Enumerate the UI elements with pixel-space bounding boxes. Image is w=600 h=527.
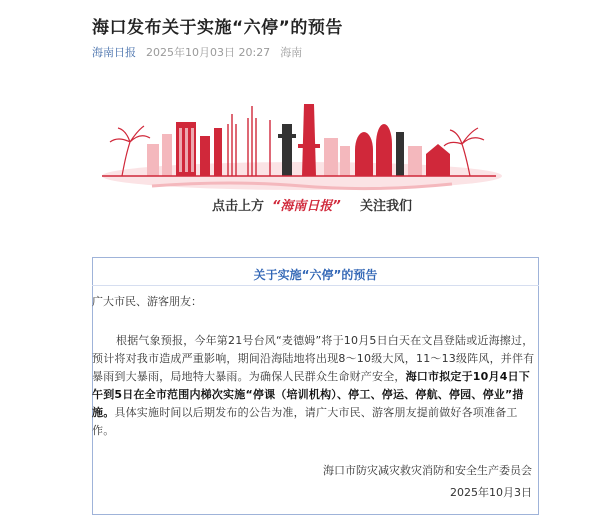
follow-slogan [212, 198, 412, 214]
notice-heading: 关于实施“六停”的预告 [253, 268, 378, 282]
notice-body-part2: 具体实施时间以后期发布的公告为准，请广大市民、游客朋友提前做好各项准备工作。 [92, 406, 518, 437]
notice-signer: 海口市防灾减灾救灾消防和安全生产委员会 [323, 464, 532, 477]
notice-date: 2025年10月3日 [450, 486, 532, 499]
article-datetime: 2025年10月03日 20:27 [146, 46, 271, 59]
slogan-brand: “海南日报” [272, 199, 341, 214]
slogan-suffix: 关注我们 [360, 199, 413, 214]
slogan-prefix: 点击上方 [212, 199, 265, 214]
article-title: 海口发布关于实施“六停”的预告 [92, 18, 343, 38]
article-source-link[interactable]: 海南日报 [92, 46, 136, 59]
notice-divider [92, 285, 539, 286]
notice-greeting: 广大市民、游客朋友： [92, 295, 202, 308]
city-skyline-illustration [92, 84, 506, 234]
notice-body-bold: 海口市拟定于10月4日下午到5日在全市范围内梯次实施“停课（培训机构）、停工、停运、停航、停园、停业”措施。 [92, 370, 530, 419]
article-meta [92, 44, 302, 60]
follow-banner[interactable] [92, 84, 506, 234]
notice-body-part1: 根据气象预报，今年第21号台风“麦德姆”将于10月5日白天在文昌登陆或近海擦过，预计将对我市造成严重影响，期间沿海陆地将出现8～10级大风，11～13级阵风，并伴有暴雨到大暴雨，局地特大暴雨。为确保人民群众生命财产安全， [92, 334, 535, 383]
article-region: 海南 [280, 46, 303, 59]
notice-body [92, 332, 536, 440]
